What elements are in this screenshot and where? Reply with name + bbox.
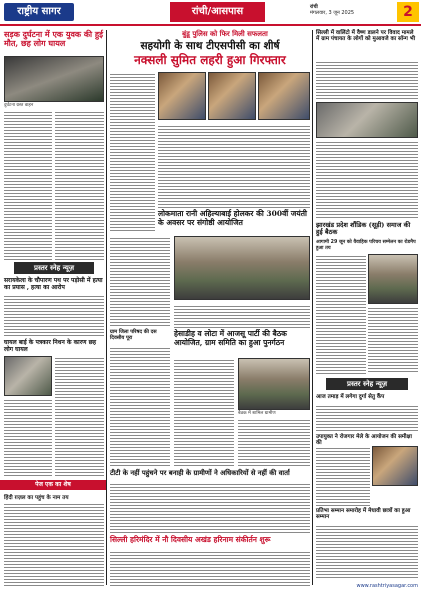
right-headline: सिल्ली में वालिंटो में वैष्ण डालने पर विवाद मामले में ग्राम पंचायत के लोगों को मुआवजे का सॉन्ग भी — [316, 30, 416, 43]
center-lead-text — [110, 72, 155, 232]
page-number: 2 — [397, 2, 419, 22]
right-story-text — [316, 60, 418, 100]
seminar-group-photo — [174, 236, 310, 300]
right-story3: प्रतिभा सम्मान समारोह में मेधावी छात्रों का हुआ सम्मान — [316, 508, 411, 521]
right-story2: उपायुक्त ने रोजगार मेले के आयोजन की समीक्षा की — [316, 434, 412, 447]
footer-url[interactable]: www.rashtriyasagar.com — [356, 583, 418, 589]
masthead — [0, 0, 421, 26]
center-news-headline: टीटी के नहीं पहुंचने पर बनाही के ग्रामीणों ने अधिकारियों से नहीं की वार्ता — [110, 469, 290, 477]
center-meeting-text-2 — [238, 418, 310, 468]
left-story2-text — [55, 356, 104, 476]
meeting-photo-caption: बैठक में शामिल ग्रामीण — [238, 411, 276, 416]
right-sub-kicker: आगामी 29 जून को वैवाहिक परिचय सम्मेलन का रोडमैप हुआ तय — [316, 240, 416, 251]
right-story3-text — [316, 524, 418, 580]
center-headline-1: सहयोगी के साथ टीएसपीसी का शीर्ष — [140, 40, 280, 52]
city-label: रांची — [310, 4, 318, 10]
accused-photo-1 — [158, 72, 206, 120]
left-lead-text — [4, 294, 104, 338]
center-side-text — [110, 346, 170, 466]
samaj-meeting-photo — [368, 254, 418, 304]
center-meeting-text — [174, 358, 234, 468]
left-story-text — [4, 110, 52, 260]
left-story2-photo — [4, 356, 52, 396]
center-body-text — [158, 124, 310, 208]
right-story-photo — [316, 102, 418, 138]
column-rule-right — [312, 30, 313, 585]
accused-photo-3 — [258, 72, 310, 120]
center-side-headline: हेसाडीह व लोटा में आजसू पार्टी की बैठक आयोजित, ग्राम समिति का हुआ पुनर्गठन — [174, 329, 287, 347]
center-story-text-2 — [174, 304, 310, 328]
left-story-text-2 — [55, 110, 104, 260]
dateline — [310, 4, 395, 16]
right-story-text-2 — [316, 140, 418, 220]
newspaper-logo: राष्ट्रीय सागर — [4, 3, 74, 21]
accident-photo-caption: दुर्घटना ग्रस्त वाहन — [4, 103, 34, 108]
left-story2-text-b — [4, 398, 52, 476]
date-label: मंगलवार, 3 जून 2025 — [310, 10, 355, 16]
left-story2-headline: घायल बाई के पत्रकार निधन के कारण छह लोग घायल — [4, 339, 96, 353]
center-headline-2: नक्सली सुमित लहरी हुआ गिरफ्तार — [134, 53, 286, 67]
left-panel-text — [4, 502, 104, 587]
right-story1-text — [316, 404, 418, 432]
left-panel-story: हिंदी ग़ज़ल का पहुंच के नाम तय — [4, 495, 69, 501]
column-rule-left — [106, 30, 107, 585]
right-kicker: झारखंड प्रदेश शौंडिक (सूड़ी) समाज की हुई बैठक — [316, 221, 411, 237]
right-story1: आज तमाड़ में लगेगा दुर्गा सेतु कैंप — [316, 394, 385, 400]
center-news-text — [110, 482, 310, 534]
left-headline: सड़क दुर्घटना में एक युवक की हुई मौत, छह लोग घायल — [4, 29, 104, 49]
right-kicker-text-2 — [368, 306, 418, 374]
left-panel-label: पेज एक का शेष — [35, 481, 71, 488]
right-story2-text — [316, 446, 370, 506]
center-bottom-text — [110, 550, 310, 588]
edition-label: रांची/आसपास — [170, 2, 265, 22]
left-section-label: प्रस्तर स्नेह न्यूज़ — [14, 262, 94, 274]
right-portrait-photo — [372, 446, 418, 486]
center-story-text — [110, 236, 170, 326]
center-side-small: ग्राम जिला परिषद की दस दिवसीय पूरा — [110, 329, 157, 341]
right-section-label: प्रस्तर स्नेह न्यूज़ — [326, 378, 408, 390]
center-sub-headline: लोकमाता रानी अहिल्याबाई होलकर की 300वीं जयंती के अवसर पर संगोष्ठी आयोजित — [158, 209, 307, 227]
center-bottom-headline: सिल्ली हरिमंदिर में नौ दिवसीय अखंड हरिनाम संकीर्तन शुरू — [110, 535, 271, 544]
accused-photo-2 — [208, 72, 256, 120]
left-lead-headline: सरायकेला के चौपारण पथ पर पड़ोसी में हत्या का प्रयास , हत्या का आरोप — [4, 277, 103, 291]
accident-photo — [4, 56, 104, 102]
meeting-photo — [238, 358, 310, 410]
center-kicker: बुंडू पुलिस को फिर मिली सफलता — [182, 29, 268, 38]
right-kicker-text — [316, 254, 366, 374]
